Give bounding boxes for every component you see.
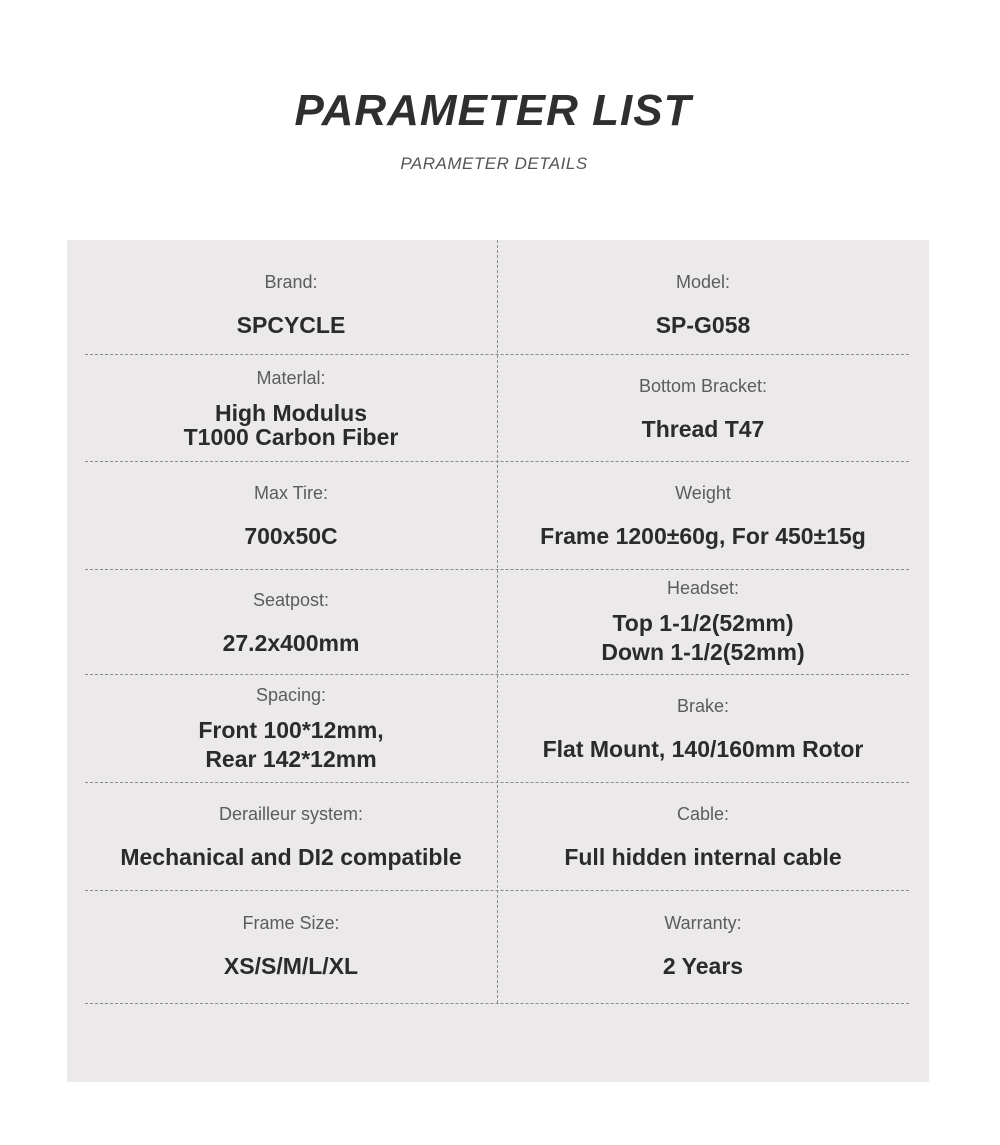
spec-value: 2 Years — [662, 952, 744, 979]
spec-row — [85, 570, 909, 675]
spec-label: Max Tire: — [253, 483, 328, 503]
page-title: PARAMETER LIST — [294, 86, 692, 135]
spec-cell-seatpost — [85, 570, 497, 674]
spec-cell-warranty — [497, 891, 909, 1003]
spec-cell-brand — [85, 240, 497, 354]
spec-value: Front 100*12mm, Rear 142*12mm — [198, 716, 384, 772]
spec-value: Top 1-1/2(52mm) Down 1-1/2(52mm) — [601, 610, 805, 665]
spec-cell-material — [85, 355, 497, 461]
spec-label: Brand: — [264, 271, 318, 292]
spec-row — [85, 355, 909, 462]
spec-label: Model: — [675, 271, 731, 292]
page-subtitle: PARAMETER DETAILS — [400, 154, 588, 173]
spec-row — [85, 891, 909, 1004]
spec-cell-spacing — [85, 675, 497, 782]
spec-value: Mechanical and DI2 compatible — [120, 844, 462, 870]
spec-label: Weight — [675, 483, 731, 503]
spec-label: Spacing: — [255, 684, 327, 705]
spec-label: Headset: — [666, 578, 740, 598]
spec-value: Thread T47 — [641, 415, 765, 442]
spec-value: Frame 1200±60g, For 450±15g — [540, 523, 866, 549]
spec-cell-cable — [497, 783, 909, 890]
spec-row — [85, 783, 909, 891]
spec-cell-headset — [497, 570, 909, 674]
spec-cell-max-tire — [85, 462, 497, 569]
spec-cell-weight — [497, 462, 909, 569]
spec-cell-model — [497, 240, 909, 354]
spec-value: XS/S/M/L/XL — [223, 952, 359, 979]
spec-label: Warranty: — [664, 912, 742, 933]
spec-row — [85, 675, 909, 783]
spec-row — [85, 240, 909, 355]
spec-label: Bottom Bracket: — [638, 375, 768, 396]
spec-label: Cable: — [676, 804, 730, 824]
spec-cell-brake — [497, 675, 909, 782]
spec-value: Flat Mount, 140/160mm Rotor — [542, 736, 864, 762]
spec-row — [85, 462, 909, 570]
spec-value: Full hidden internal cable — [564, 844, 842, 870]
spec-cell-bottom-bracket — [497, 355, 909, 461]
spec-cell-derailleur — [85, 783, 497, 890]
spec-label: Brake: — [676, 696, 730, 716]
spec-value: SPCYCLE — [236, 311, 346, 338]
spec-table — [67, 240, 929, 1082]
spec-value: 700x50C — [244, 523, 338, 549]
spec-value: High Modulus T1000 Carbon Fiber — [183, 400, 399, 450]
spec-label: Materlal: — [256, 368, 326, 388]
spec-value: 27.2x400mm — [222, 629, 360, 656]
spec-cell-frame-size — [85, 891, 497, 1003]
spec-label: Seatpost: — [252, 589, 330, 610]
spec-label: Derailleur system: — [218, 804, 364, 824]
spec-label: Frame Size: — [242, 912, 340, 933]
spec-value: SP-G058 — [655, 311, 751, 338]
